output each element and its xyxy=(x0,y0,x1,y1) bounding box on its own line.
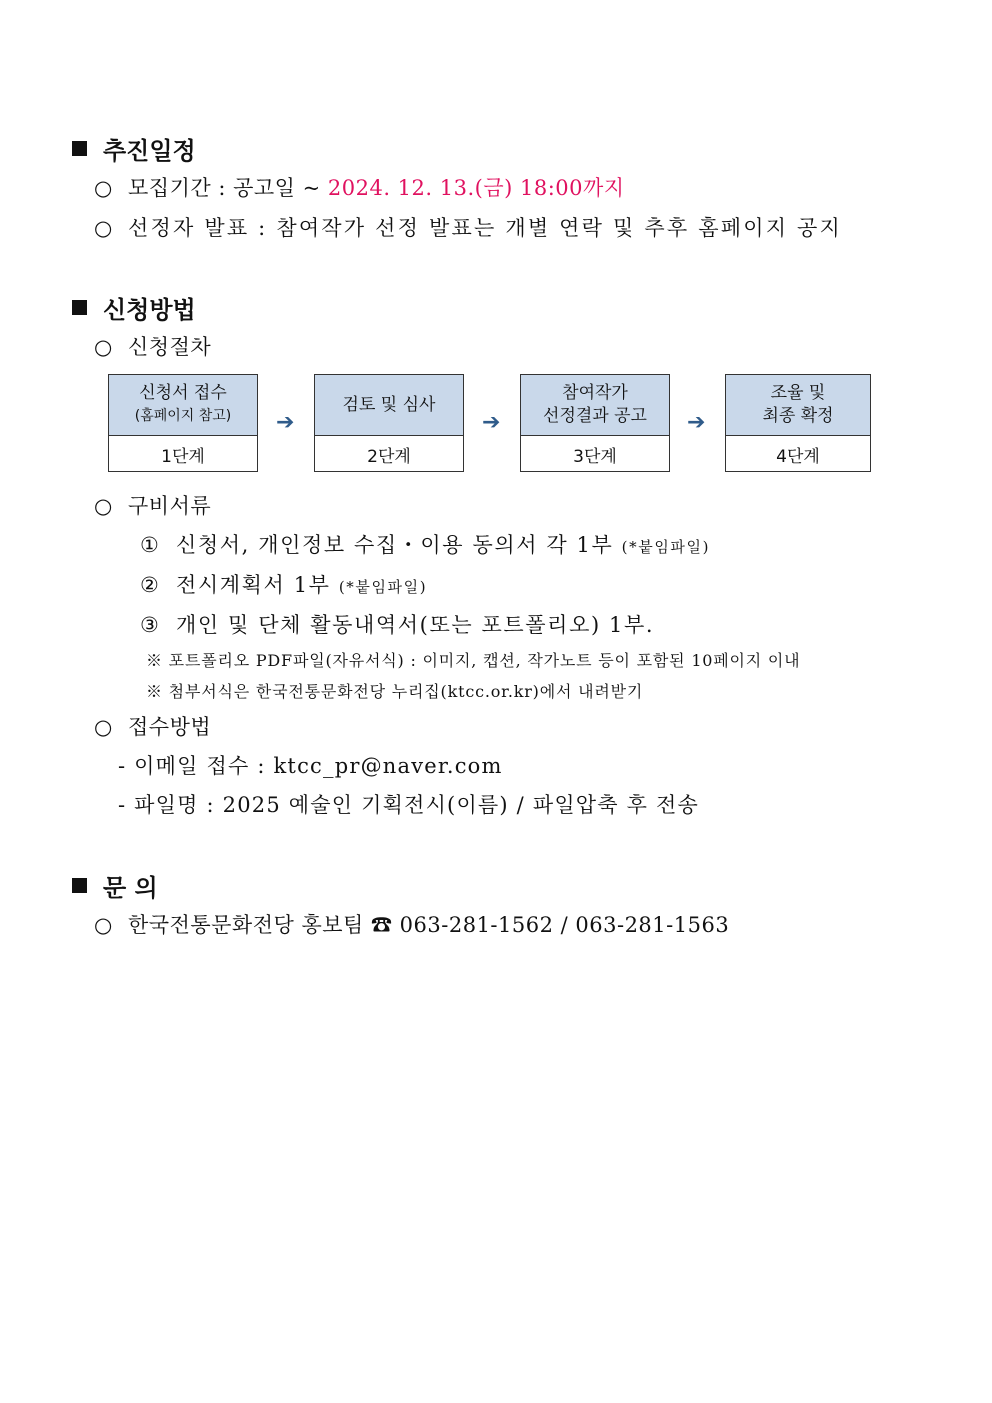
document-note-1: ※ 포트폴리오 PDF파일(자유서식) : 이미지, 캡션, 작가노트 등이 포함된 10페이지 이내 xyxy=(146,651,801,670)
document-text: 신청서, 개인정보 수집・이용 동의서 각 1부 xyxy=(176,533,622,557)
circle-bullet-icon: ○ xyxy=(94,176,113,200)
process-step-4 xyxy=(725,374,871,472)
item-number: ③ xyxy=(140,613,161,637)
process-step-3 xyxy=(520,374,670,472)
step-stage: 4단계 xyxy=(776,446,820,467)
step-stage: 2단계 xyxy=(367,446,411,467)
process-step-title xyxy=(315,375,463,436)
step-line1: 참여작가 xyxy=(562,383,628,403)
section-title-schedule: 추진일정 xyxy=(103,137,196,165)
documents-label: 구비서류 xyxy=(128,494,212,518)
section-header-schedule xyxy=(72,131,196,166)
circle-bullet-icon: ○ xyxy=(94,335,113,359)
submit-heading xyxy=(94,711,211,741)
circle-bullet-icon: ○ xyxy=(94,494,113,518)
recruit-period-label: 모집기간 : 공고일 ~ xyxy=(128,176,328,200)
step-line1: 신청서 접수 xyxy=(139,383,227,403)
arrow-right-icon: ➔ xyxy=(482,410,501,435)
step-line2: (홈페이지 참고) xyxy=(134,408,232,424)
square-bullet-icon xyxy=(72,878,87,893)
process-step-title xyxy=(521,375,669,436)
document-note: (*붙임파일) xyxy=(621,538,711,556)
process-step-2 xyxy=(314,374,464,472)
step-line1: 검토 및 심사 xyxy=(342,394,436,415)
step-stage: 1단계 xyxy=(161,446,205,467)
circle-bullet-icon: ○ xyxy=(94,913,113,937)
recruit-deadline: 2024. 12. 13.(금) 18:00까지 xyxy=(327,176,625,200)
procedure-label: 신청절차 xyxy=(128,335,212,359)
procedure-heading xyxy=(94,331,211,361)
circle-bullet-icon: ○ xyxy=(94,216,115,240)
step-line1: 조율 및 xyxy=(770,383,826,403)
submit-label: 접수방법 xyxy=(128,715,212,739)
submit-email: - 이메일 접수 : ktcc_pr@naver.com xyxy=(118,754,503,778)
square-bullet-icon xyxy=(72,300,87,315)
document-text: 개인 및 단체 활동내역서(또는 포트폴리오) 1부. xyxy=(176,613,655,637)
section-header-method xyxy=(72,290,196,325)
item-number: ② xyxy=(140,573,161,597)
document-item-3 xyxy=(140,609,654,639)
process-step-title xyxy=(109,375,257,436)
arrow-right-icon: ➔ xyxy=(687,410,706,435)
circle-bullet-icon: ○ xyxy=(94,715,113,739)
document-item-1 xyxy=(140,529,710,559)
process-step-1 xyxy=(108,374,258,472)
square-bullet-icon xyxy=(72,141,87,156)
document-note: (*붙임파일) xyxy=(338,578,428,596)
submit-filename: - 파일명 : 2025 예술인 기획전시(이름) / 파일압축 후 전송 xyxy=(118,793,699,817)
contact-text: 한국전통문화전당 홍보팀 ☎ 063-281-1562 / 063-281-1563 xyxy=(128,913,730,937)
schedule-item-announce xyxy=(94,212,842,242)
document-note-2: ※ 첨부서식은 한국전통문화전당 누리집(ktcc.or.kr)에서 내려받기 xyxy=(146,682,644,701)
document-text: 전시계획서 1부 xyxy=(176,573,339,597)
step-line2: 선정결과 공고 xyxy=(543,406,647,426)
arrow-right-icon: ➔ xyxy=(276,410,295,435)
section-title-contact: 문 의 xyxy=(103,874,158,902)
schedule-item-recruit xyxy=(94,172,625,202)
document-item-2 xyxy=(140,569,427,599)
item-number: ① xyxy=(140,533,161,557)
documents-heading xyxy=(94,490,211,520)
announce-text: 선정자 발표 : 참여작가 선정 발표는 개별 연락 및 추후 홈페이지 공지 xyxy=(128,216,843,240)
section-header-contact xyxy=(72,868,158,903)
contact-line xyxy=(94,909,729,939)
step-line2: 최종 확정 xyxy=(762,406,834,426)
process-step-title xyxy=(726,375,870,436)
section-title-method: 신청방법 xyxy=(103,296,196,324)
step-stage: 3단계 xyxy=(573,446,617,467)
